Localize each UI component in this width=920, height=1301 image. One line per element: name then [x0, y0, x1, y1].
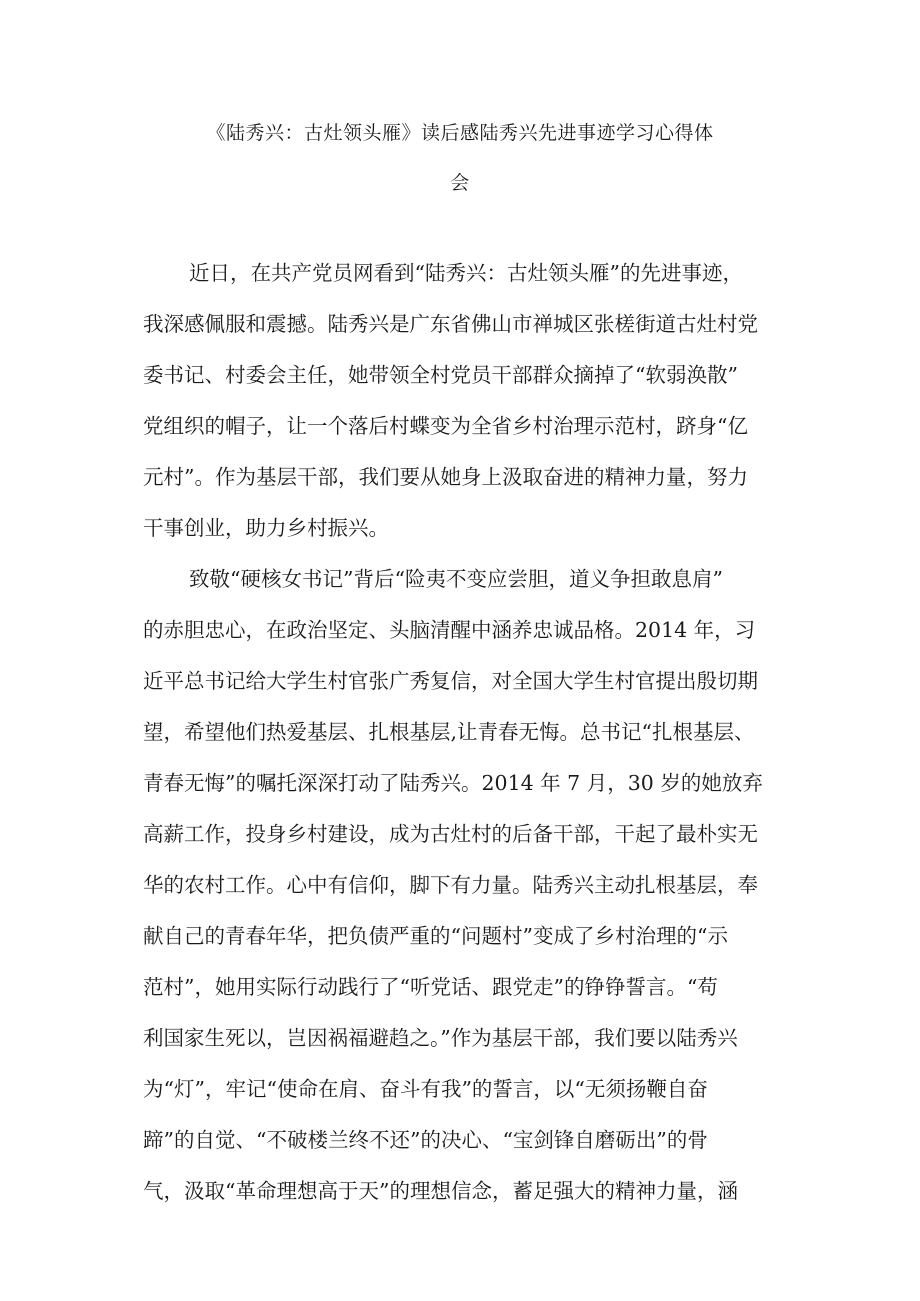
paragraph-1-line-5: 元村”。作为基层干部，我们要从她身上汲取奋进的精神力量，努力	[143, 465, 748, 489]
paragraph-2-line-1: 致敬“硬核女书记”背后“险夷不变应尝胆，道义争担敢息肩”	[189, 567, 723, 591]
paragraph-2-line-12: 蹄”的自觉、“不破楼兰终不还”的决心、“宝剑锋自磨砺出”的骨	[143, 1128, 708, 1152]
paragraph-1-line-6: 干事创业，助力乡村振兴。	[143, 516, 389, 540]
paragraph-2-line-10: 利国家生死以，岂因祸福避趋之。”作为基层干部，我们要以陆秀兴	[143, 1026, 738, 1050]
paragraph-2-line-11: 为“灯”，牢记“使命在肩、奋斗有我”的誓言，以“无须扬鞭自奋	[143, 1077, 708, 1101]
paragraph-2-line-6: 高薪工作，投身乡村建设，成为古灶村的后备干部，干起了最朴实无	[143, 822, 758, 846]
paragraph-2-line-7: 华的农村工作。心中有信仰，脚下有力量。陆秀兴主动扎根基层，奉	[143, 873, 758, 897]
paragraph-1-line-1: 近日，在共产党员网看到“陆秀兴：古灶领头雁”的先进事迹，	[189, 261, 743, 285]
paragraph-1-line-2: 我深感佩服和震撼。陆秀兴是广东省佛山市禅城区张槎街道古灶村党	[143, 312, 758, 336]
paragraph-2-line-4: 望，希望他们热爱基层、扎根基层,让青春无悔。总书记“扎根基层、	[143, 720, 755, 744]
paragraph-2-line-2: 的赤胆忠心，在政治坚定、头脑清醒中涵养忠诚品格。2014 年，习	[143, 618, 756, 642]
paragraph-1-line-4: 党组织的帽子，让一个落后村蝶变为全省乡村治理示范村，跻身“亿	[143, 414, 748, 438]
paragraph-2-line-5: 青春无悔”的嘱托深深打动了陆秀兴。2014 年 7 月，30 岁的她放弃	[143, 771, 763, 795]
paragraph-1-line-3: 委书记、村委会主任，她带领全村党员干部群众摘掉了“软弱涣散”	[143, 363, 738, 387]
paragraph-2-line-13: 气，汲取“革命理想高于天”的理想信念，蓄足强大的精神力量，涵	[143, 1179, 738, 1203]
document-title-line-2: 会	[450, 172, 470, 194]
paragraph-2-line-8: 献自己的青春年华，把负债严重的“问题村”变成了乡村治理的“示	[143, 924, 728, 948]
document-title-line-1: 《陆秀兴：古灶领头雁》读后感陆秀兴先进事迹学习心得体	[206, 122, 714, 144]
paragraph-2-line-3: 近平总书记给大学生村官张广秀复信，对全国大学生村官提出殷切期	[143, 669, 758, 693]
paragraph-2-line-9: 范村”，她用实际行动践行了“听党话、跟党走”的铮铮誓言。“苟	[143, 975, 718, 999]
